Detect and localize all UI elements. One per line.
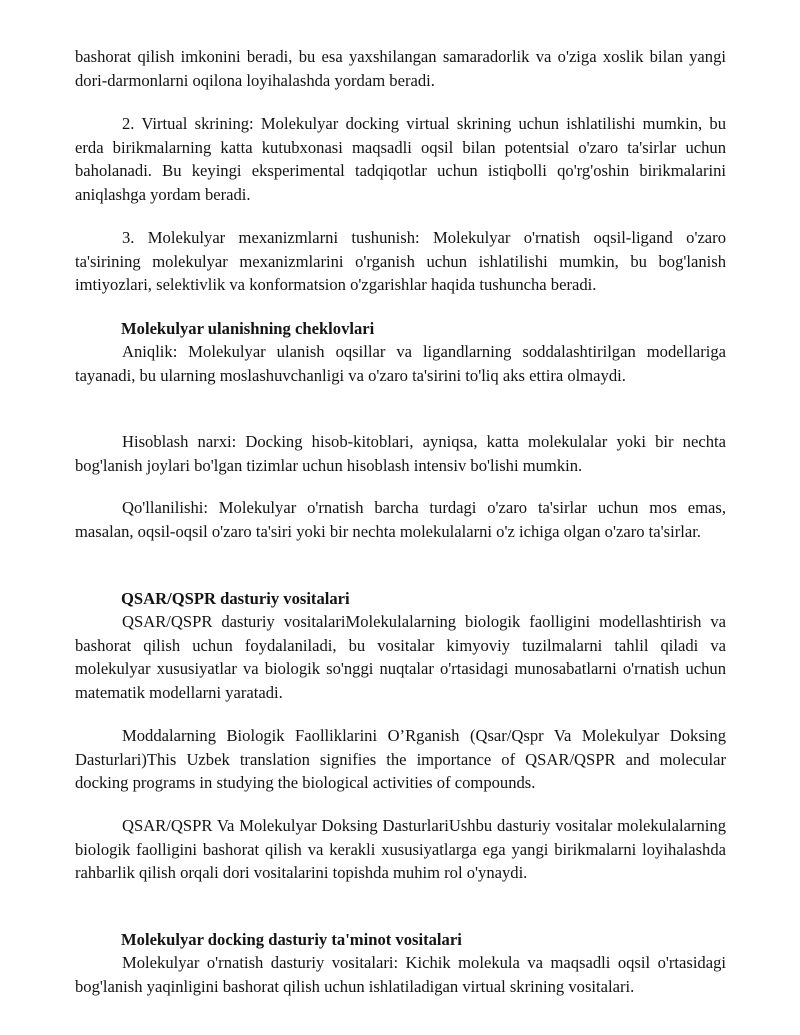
paragraph-applicability: Qo'llanilishi: Molekulyar o'rnatish barcha turdagi o'zaro ta'sirlar uchun mos emas, masalan, oqsil-oqsil o'zaro ta'siri yoki bir nechta molekulalarni o'z ichiga olgan o'zaro ta'sirlar. — [75, 498, 726, 541]
paragraph-intro: bashorat qilish imkonini beradi, bu esa yaxshilangan samaradorlik va o'ziga xoslik bilan yangi dori-darmonlarni oqilona loyihalashda yordam beradi. — [75, 47, 726, 90]
paragraph-accuracy: Aniqlik: Molekulyar ulanish oqsillar va ligandlarning soddalashtirilgan modellariga tayanadi, bu ularning moslashuvchanligi va o'zaro ta'sirini to'liq aks ettira olmaydi. — [75, 342, 726, 385]
heading-limitations: Molekulyar ulanishning cheklovlari — [121, 319, 375, 338]
paragraph-docking-programs: QSAR/QSPR Va Molekulyar Doksing DasturlariUshbu dasturiy vositalar molekulalarning biologik faolligini bashorat qilish va kerakli xususiyatlarga ega yangi birikmalarni loyihalashda rahbarlik qilish orqali dori vositalarini topishda muhim rol o'ynaydi. — [75, 816, 726, 882]
paragraph-translation-note: Moddalarning Biologik Faolliklarini O’Rganish (Qsar/Qspr Va Molekulyar Doksing Dasturlari)This Uzbek translation signifies the importance of QSAR/QSPR and molecular docking programs in studying the biological activities of compounds. — [75, 726, 726, 792]
paragraph-molecular-mechanisms: 3. Molekulyar mexanizmlarni tushunish: Molekulyar o'rnatish oqsil-ligand o'zaro ta'sirining molekulyar mexanizmlarini o'rganish uchun ishlatilishi mumkin, bu bog'lanish imtiyozlari, selektivlik va konformatsion o'zgarishlar haqida tushuncha beradi. — [75, 228, 726, 294]
paragraph-virtual-screening: 2. Virtual skrining: Molekulyar docking virtual skrining uchun ishlatilishi mumkin, bu erda birikmalarning katta kutubxonasi maqsadli oqsil bilan potentsial o'zaro ta'sirlar uchun baholanadi. Bu keyingi eksperimental tadqiqotlar uchun istiqbolli qo'rg'oshin birikmalarini aniqlashga yordam beradi. — [75, 114, 726, 204]
paragraph-computational-cost: Hisoblash narxi: Docking hisob-kitoblari, ayniqsa, katta molekulalar yoki bir nechta bog'lanish joylari bo'lgan tizimlar uchun hisoblash intensiv bo'lishi mumkin. — [75, 432, 726, 475]
paragraph-docking-software: Molekulyar o'rnatish dasturiy vositalari: Kichik molekula va maqsadli oqsil o'rtasidagi bog'lanish yaqinligini bashorat qilish uchun ishlatiladigan virtual skrining vositalari. — [75, 953, 726, 996]
heading-qsar-tools: QSAR/QSPR dasturiy vositalari — [121, 589, 350, 608]
heading-docking-software: Molekulyar docking dasturiy ta'minot vositalari — [121, 930, 462, 949]
paragraph-qsar-tools: QSAR/QSPR dasturiy vositalariMolekulalarning biologik faolligini modellashtirish va bashorat qilish uchun foydalaniladi, bu vositalar kimyoviy tuzilmalarni tahlil qiladi va molekulyar xususiyatlar va biologik so'nggi nuqtalar o'rtasidagi munosabatlarni o'rnatish uchun matematik modellarni yaratadi. — [75, 612, 726, 702]
